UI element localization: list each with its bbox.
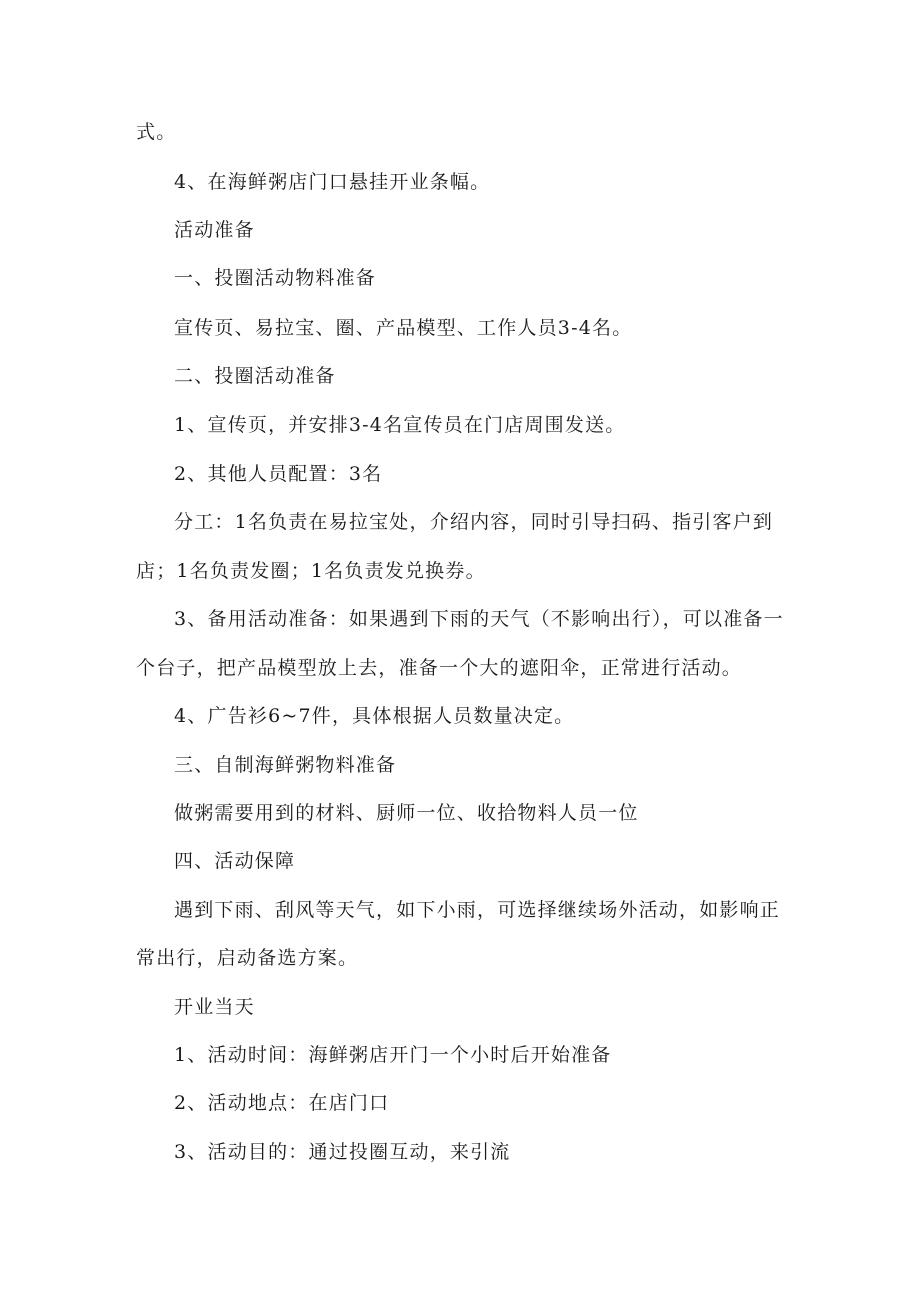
paragraph-continuation: 式。 <box>136 121 177 143</box>
subsection-heading: 一、投圈活动物料准备 <box>174 267 377 289</box>
paragraph: 做粥需要用到的材料、厨师一位、收拾物料人员一位 <box>174 802 639 824</box>
paragraph-continuation: 常出行，启动备选方案。 <box>136 947 359 969</box>
paragraph-item: 2、活动地点：在店门口 <box>174 1092 390 1114</box>
subsection-heading: 三、自制海鲜粥物料准备 <box>174 754 397 776</box>
paragraph-item: 4、广告衫6~7件，具体根据人员数量决定。 <box>174 705 575 727</box>
section-heading: 开业当天 <box>174 996 255 1018</box>
paragraph-first-line: 分工：1名负责在易拉宝处，介绍内容，同时引导扫码、指引客户到 <box>174 511 774 533</box>
paragraph-item: 1、宣传页，并安排3-4名宣传员在门店周围发送。 <box>174 414 626 436</box>
paragraph-first-line: 遇到下雨、刮风等天气，如下小雨，可选择继续场外活动，如影响正 <box>174 899 781 921</box>
paragraph-item: 3、活动目的：通过投圈互动，来引流 <box>174 1141 511 1163</box>
paragraph-item: 1、活动时间：海鲜粥店开门一个小时后开始准备 <box>174 1044 612 1066</box>
paragraph-item: 4、在海鲜粥店门口悬挂开业条幅。 <box>174 171 491 193</box>
section-heading: 活动准备 <box>174 219 255 241</box>
paragraph-item: 2、其他人员配置：3名 <box>174 463 383 485</box>
paragraph: 宣传页、易拉宝、圈、产品模型、工作人员3-4名。 <box>174 317 633 339</box>
subsection-heading: 二、投圈活动准备 <box>174 365 336 387</box>
paragraph-continuation: 店；1名负责发圈；1名负责发兑换券。 <box>136 560 486 582</box>
paragraph-first-line: 3、备用活动准备：如果遇到下雨的天气（不影响出行），可以准备一 <box>174 608 784 630</box>
subsection-heading: 四、活动保障 <box>174 850 296 872</box>
paragraph-continuation: 个台子，把产品模型放上去，准备一个大的遮阳伞，正常进行活动。 <box>136 657 743 679</box>
